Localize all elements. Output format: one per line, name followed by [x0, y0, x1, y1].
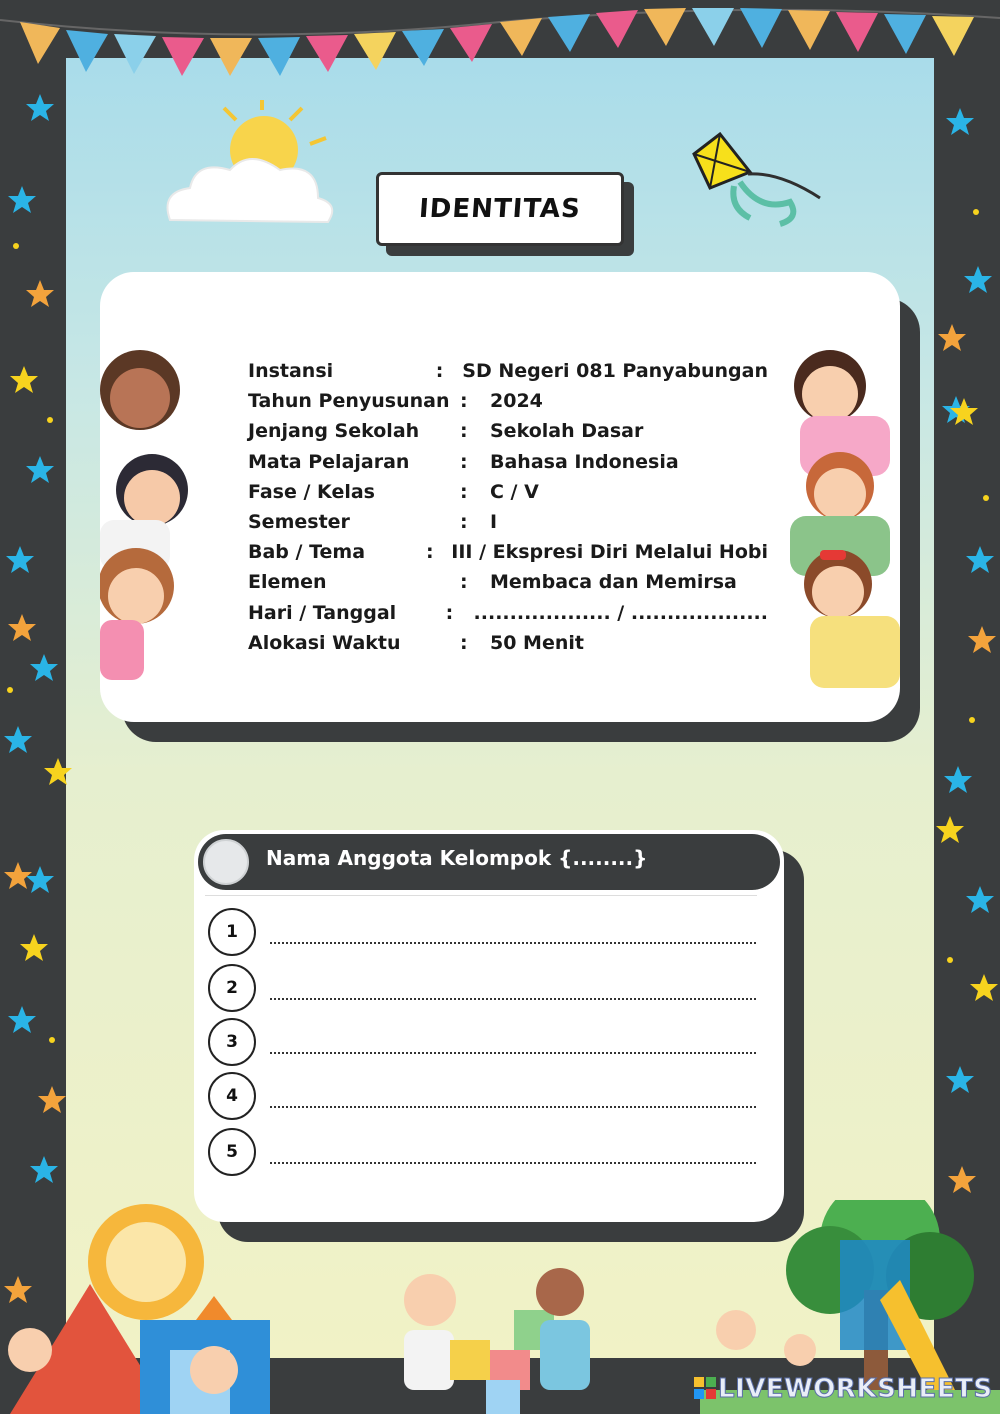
- identity-label: Alokasi Waktu: [248, 631, 401, 654]
- identity-colon: :: [460, 420, 468, 443]
- liveworksheets-logo-icon: [694, 1377, 718, 1401]
- children-illustration-left: [100, 330, 230, 686]
- member-row: [208, 1128, 768, 1178]
- member-number: 2: [208, 964, 256, 1012]
- identity-row-semester: [248, 507, 768, 537]
- identity-value: C / V: [490, 480, 539, 503]
- identity-label: Elemen: [248, 571, 327, 594]
- identity-value: SD Negeri 081 Panyabungan: [462, 360, 768, 383]
- identity-value: Bahasa Indonesia: [490, 450, 679, 473]
- member-row: [208, 908, 768, 958]
- identity-row-hari: [248, 598, 768, 628]
- identity-row-fase: [248, 477, 768, 507]
- member-name-line[interactable]: [270, 1106, 756, 1108]
- member-number: 3: [208, 1018, 256, 1066]
- identity-colon: :: [426, 541, 434, 564]
- identity-value: III / Ekspresi Diri Melalui Hobi: [451, 541, 768, 564]
- member-name-line[interactable]: [270, 1162, 756, 1164]
- identity-label: Tahun Penyusunan: [248, 390, 450, 413]
- identity-label: Hari / Tanggal: [248, 601, 397, 624]
- member-row: [208, 964, 768, 1014]
- identity-row-mapel: [248, 447, 768, 477]
- identity-value: 50 Menit: [490, 631, 584, 654]
- identity-row-tahun: [248, 386, 768, 416]
- identity-value: Membaca dan Memirsa: [490, 571, 737, 594]
- children-illustration-right: [760, 346, 900, 688]
- identity-label: Semester: [248, 511, 350, 534]
- identity-colon: :: [460, 480, 468, 503]
- group-header-circle: [203, 839, 249, 885]
- identity-colon: :: [460, 450, 468, 473]
- identity-label: Bab / Tema: [248, 541, 366, 564]
- identity-value: 2024: [490, 390, 543, 413]
- member-number: 5: [208, 1128, 256, 1176]
- bunting-flags: [0, 0, 1000, 80]
- member-row: [208, 1018, 768, 1068]
- identity-row-bab: [248, 537, 768, 567]
- identity-label: Jenjang Sekolah: [248, 420, 420, 443]
- member-number: 1: [208, 908, 256, 956]
- identity-row-instansi: [248, 356, 768, 386]
- identity-colon: :: [445, 601, 454, 624]
- identity-row-alokasi: [248, 628, 768, 658]
- page-title: IDENTITAS: [418, 194, 582, 224]
- identity-value[interactable]: ................... / ...................: [473, 601, 768, 624]
- identity-label: Fase / Kelas: [248, 480, 375, 503]
- watermark-text: LIVEWORKSHEETS: [718, 1374, 993, 1404]
- member-name-line[interactable]: [270, 942, 756, 944]
- identity-label: Instansi: [248, 360, 334, 383]
- watermark: [694, 1374, 993, 1404]
- identity-colon: :: [460, 571, 468, 594]
- identity-value: Sekolah Dasar: [490, 420, 644, 443]
- identity-row-elemen: [248, 567, 768, 597]
- identity-colon: :: [460, 390, 468, 413]
- member-name-line[interactable]: [270, 1052, 756, 1054]
- member-name-line[interactable]: [270, 998, 756, 1000]
- kite-illustration: [690, 132, 830, 232]
- identity-row-jenjang: [248, 416, 768, 446]
- identity-value: I: [490, 511, 498, 534]
- sun-cloud-illustration: [150, 100, 350, 240]
- member-number: 4: [208, 1072, 256, 1120]
- identity-colon: :: [460, 511, 468, 534]
- identity-table: [248, 356, 768, 658]
- group-divider: [205, 895, 757, 896]
- member-row: [208, 1072, 768, 1122]
- identity-colon: :: [460, 631, 468, 654]
- identity-colon: :: [435, 360, 444, 383]
- identity-label: Mata Pelajaran: [248, 450, 410, 473]
- group-title: Nama Anggota Kelompok {........}: [266, 846, 648, 870]
- title-box: [376, 172, 624, 246]
